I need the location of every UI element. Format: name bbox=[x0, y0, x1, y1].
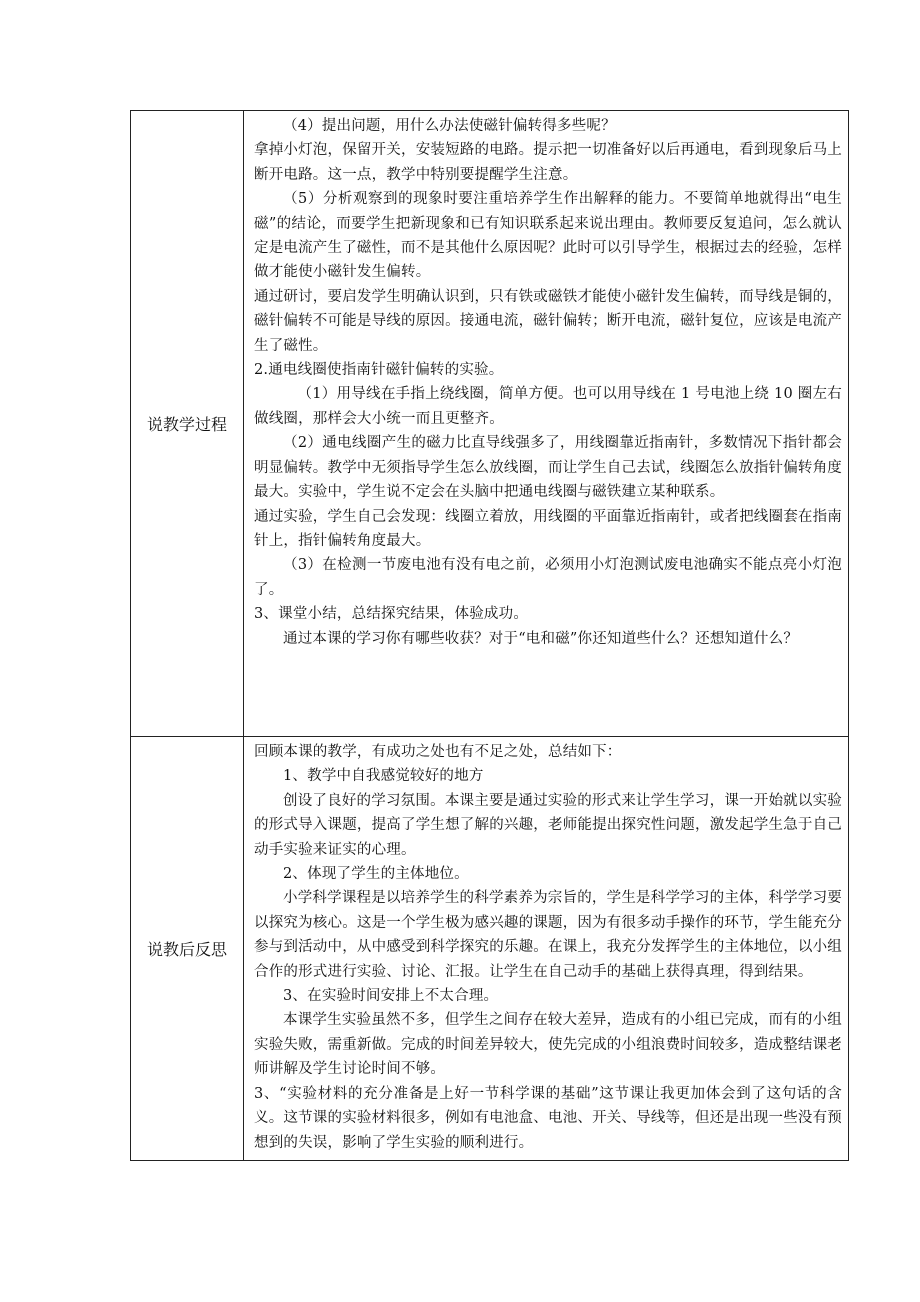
row-content-reflection bbox=[244, 737, 849, 1161]
paragraph: （4）提出问题，用什么办法使磁针偏转得多些呢？ bbox=[283, 118, 616, 134]
table-row bbox=[131, 111, 849, 737]
paragraph: 2.通电线圈使指南针磁针偏转的实验。 bbox=[254, 362, 504, 379]
paragraph: 小学科学课程是以培养学生的科学素养为宗旨的，学生是科学学习的主体，科学学习要以探究为核心。这是一个学生极为感兴趣的课题，因为有很多动手操作的环节，学生能充分参与到活动中，从中感受到科学探究的乐趣。在课上，我充分发挥学生的主体地位，以小组合作的形式进行实验、讨论、汇报。让学生在自己动手的基础上获得真理，得到结果。 bbox=[254, 890, 842, 980]
paragraph: 通过本课的学习你有哪些收获？对于“电和磁”你还知道些什么？还想知道什么？ bbox=[283, 630, 799, 647]
paragraph: 1、教学中自我感觉较好的地方 bbox=[283, 768, 484, 785]
paragraph: （3）在检测一节废电池有没有电之前，必须用小灯泡测试废电池确实不能点亮小灯泡了。 bbox=[254, 557, 842, 598]
row-label-reflection: 说教后反思 bbox=[131, 737, 244, 1161]
paragraph: 3、课堂小结，总结探究结果，体验成功。 bbox=[254, 606, 529, 623]
table-row bbox=[131, 737, 849, 1161]
paragraph: （5）分析观察到的现象时要注重培养学生作出解释的能力。不要简单地就得出“电生磁”的结论，而要学生把新现象和已有知识联系起来说出理由。教师要反复追问，怎么就认定是电流产生了磁性，而不是其他什么原因呢？此时可以引导学生，根据过去的经验，怎样做才能使小磁针发生偏转。 bbox=[254, 191, 842, 281]
row-label-teaching-process: 说教学过程 bbox=[131, 111, 244, 737]
paragraph: 通过研讨，要启发学生明确认识到，只有铁或磁铁才能使小磁针发生偏转，而导线是铜的，磁针偏转不可能是导线的原因。接通电流，磁针偏转；断开电流，磁针复位，应该是电流产生了磁性。 bbox=[254, 288, 842, 354]
paragraph: 本课学生实验虽然不多，但学生之间存在较大差异，造成有的小组已完成，而有的小组实验失败，需重新做。完成的时间差异较大，使先完成的小组浪费时间较多，造成整结课老师讲解及学生讨论时间不够。 bbox=[254, 1012, 842, 1078]
paragraph: （1）用导线在手指上绕线圈，简单方便。也可以用导线在 1 号电池上绕 10 圈左右做线圈，那样会大小统一而且更整齐。 bbox=[254, 386, 842, 427]
paragraph: 3、“实验材料的充分准备是上好一节科学课的基础”这节课让我更加体会到了这句话的含义。这节课的实验材料很多，例如有电池盒、电池、开关、导线等，但还是出现一些没有预想到的失误，影响了学生实验的顺利进行。 bbox=[254, 1085, 842, 1151]
paragraph: 创设了良好的学习氛围。本课主要是通过实验的形式来让学生学习，课一开始就以实验的形式导入课题，提高了学生想了解的兴趣，老师能提出探究性问题，激发起学生急于自己动手实验来证实的心理。 bbox=[254, 792, 842, 858]
lesson-table bbox=[130, 110, 849, 1161]
paragraph: （2）通电线圈产生的磁力比直导线强多了，用线圈靠近指南针，多数情况下指针都会明显偏转。教学中无须指导学生怎么放线圈，而让学生自己去试，线圈怎么放指针偏转角度最大。实验中，学生说不定会在头脑中把通电线圈与磁铁建立某种联系。 bbox=[254, 435, 842, 501]
paragraph: 2、体现了学生的主体地位。 bbox=[283, 866, 469, 883]
paragraph: 3、在实验时间安排上不太合理。 bbox=[283, 988, 499, 1005]
paragraph: 回顾本课的教学，有成功之处也有不足之处，总结如下： bbox=[254, 744, 622, 760]
paragraph: 通过实验，学生自己会发现：线圈立着放，用线圈的平面靠近指南针，或者把线圈套在指南针上，指针偏转角度最大。 bbox=[254, 508, 842, 549]
row-content-teaching-process bbox=[244, 111, 849, 737]
paragraph: 拿掉小灯泡，保留开关，安装短路的电路。提示把一切准备好以后再通电，看到现象后马上断开电路。这一点，教学中特别要提醒学生注意。 bbox=[254, 142, 842, 183]
